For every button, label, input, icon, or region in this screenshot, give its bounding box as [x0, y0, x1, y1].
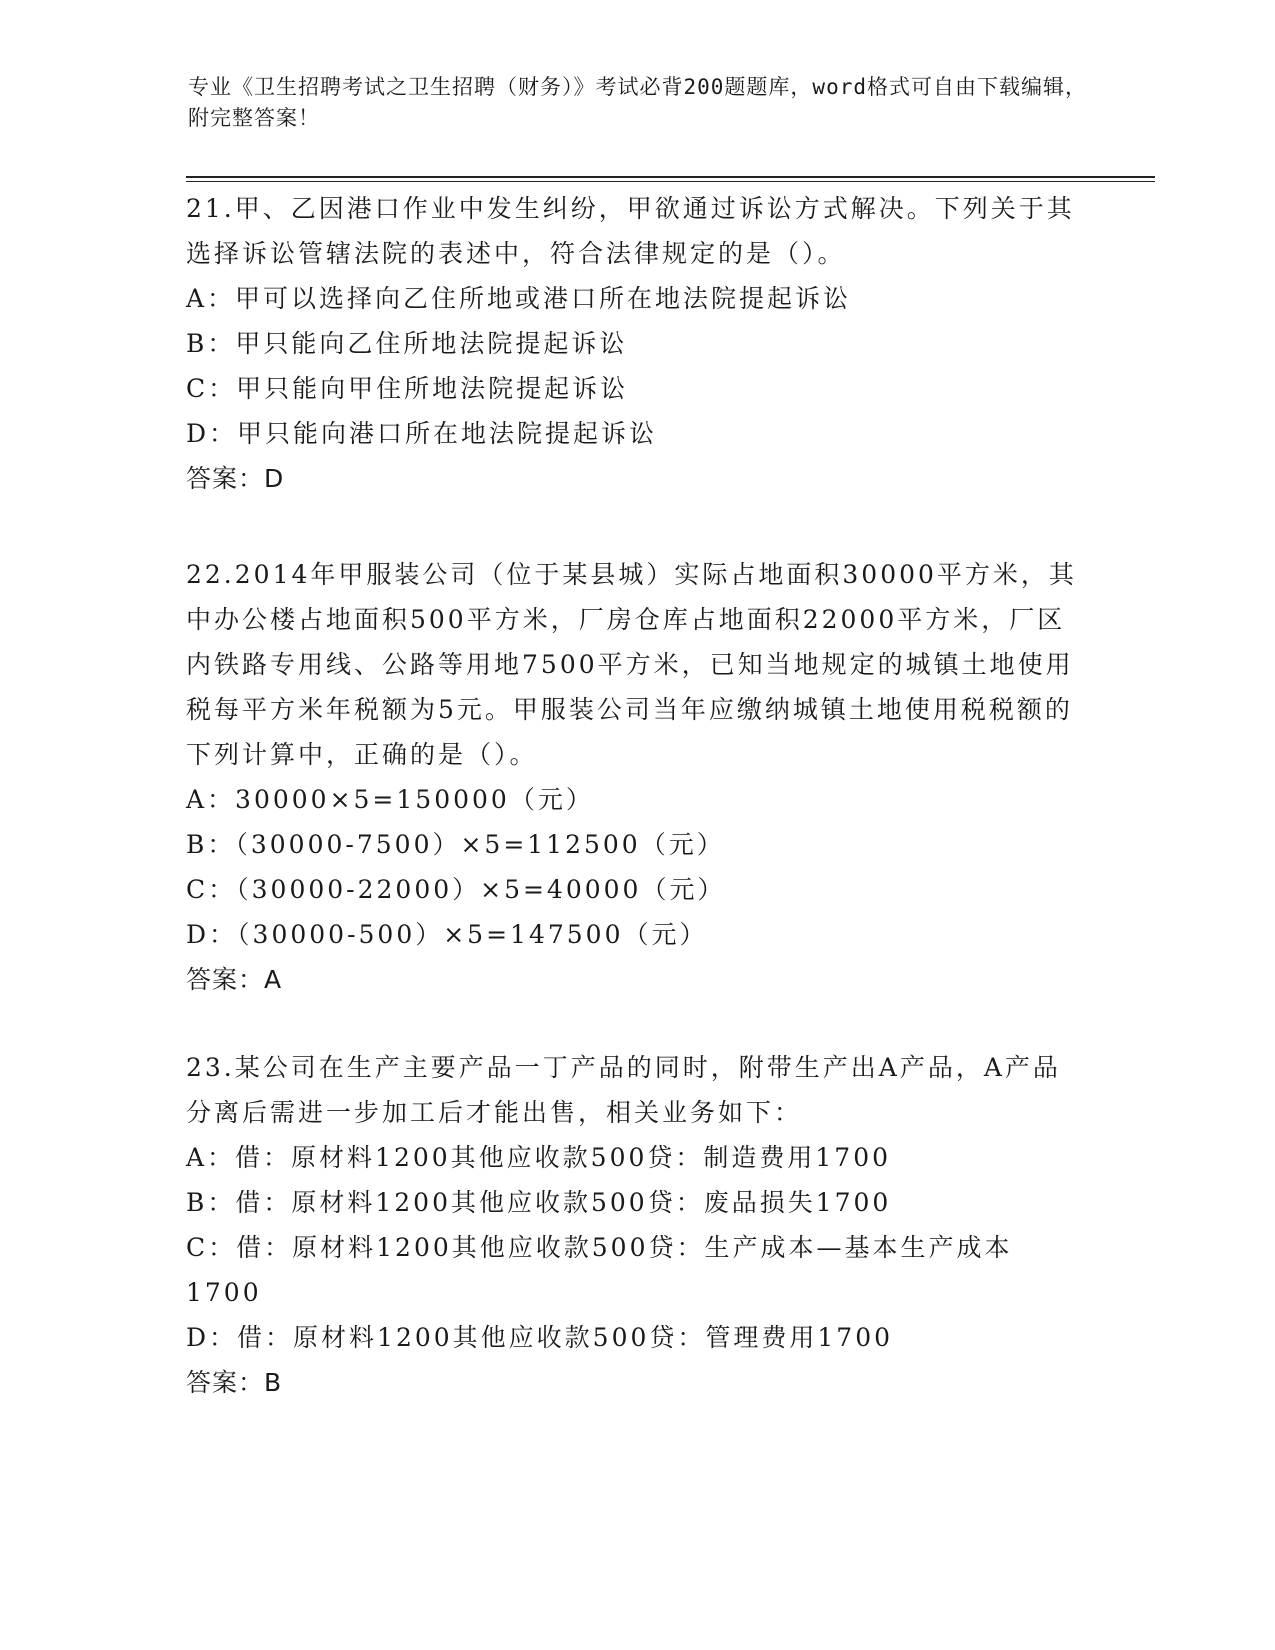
- option-c: C：甲只能向甲住所地法院提起诉讼: [186, 374, 629, 403]
- document-header: 专业《卫生招聘考试之卫生招聘（财务）》考试必背200题题库，word格式可自由下载编辑，附完整答案！: [188, 75, 1087, 130]
- option-a: A：甲可以选择向乙住所地或港口所在地法院提起诉讼: [186, 284, 852, 313]
- answer: 答案：B: [186, 1368, 283, 1397]
- option-b: B：甲只能向乙住所地法院提起诉讼: [186, 329, 628, 358]
- question-22: [186, 552, 1086, 1002]
- option-a: A：借：原材料1200其他应收款500贷：制造费用1700: [186, 1143, 892, 1172]
- option-b: B：借：原材料1200其他应收款500贷：废品损失1700: [186, 1188, 892, 1217]
- question-stem: 21.甲、乙因港口作业中发生纠纷，甲欲通过诉讼方式解决。下列关于其选择诉讼管辖法院的表述中，符合法律规定的是（）。: [186, 194, 1075, 268]
- question-stem: 22.2014年甲服装公司（位于某县城）实际占地面积30000平方米，其中办公楼占地面积500平方米，厂房仓库占地面积22000平方米，厂区内铁路专用线、公路等用地7500平方米，已知当地规定的城镇土地使用税每平方米年税额为5元。甲服装公司当年应缴纳城镇土地使用税税额的下列计算中，正确的是（）。: [186, 560, 1077, 769]
- question-21: [186, 186, 1086, 501]
- option-b: B：（30000-7500）×5=112500（元）: [186, 830, 725, 859]
- header-divider-thin: [186, 181, 1155, 182]
- option-d: D：（30000-500）×5=147500（元）: [186, 920, 708, 949]
- option-a: A：30000×5=150000（元）: [186, 785, 594, 814]
- answer: 答案：D: [186, 464, 285, 493]
- header-divider: [186, 176, 1155, 178]
- option-d: D：借：原材料1200其他应收款500贷：管理费用1700: [186, 1323, 894, 1352]
- question-stem: 23.某公司在生产主要产品一丁产品的同时，附带生产出A产品，A产品分离后需进一步加工后才能出售，相关业务如下：: [186, 1053, 1061, 1127]
- question-23: [186, 1045, 1086, 1405]
- option-c: C：借：原材料1200其他应收款500贷：生产成本—基本生产成本1700: [186, 1233, 1013, 1307]
- answer: 答案：A: [186, 965, 283, 994]
- option-d: D：甲只能向港口所在地法院提起诉讼: [186, 419, 658, 448]
- option-c: C：（30000-22000）×5=40000（元）: [186, 875, 726, 904]
